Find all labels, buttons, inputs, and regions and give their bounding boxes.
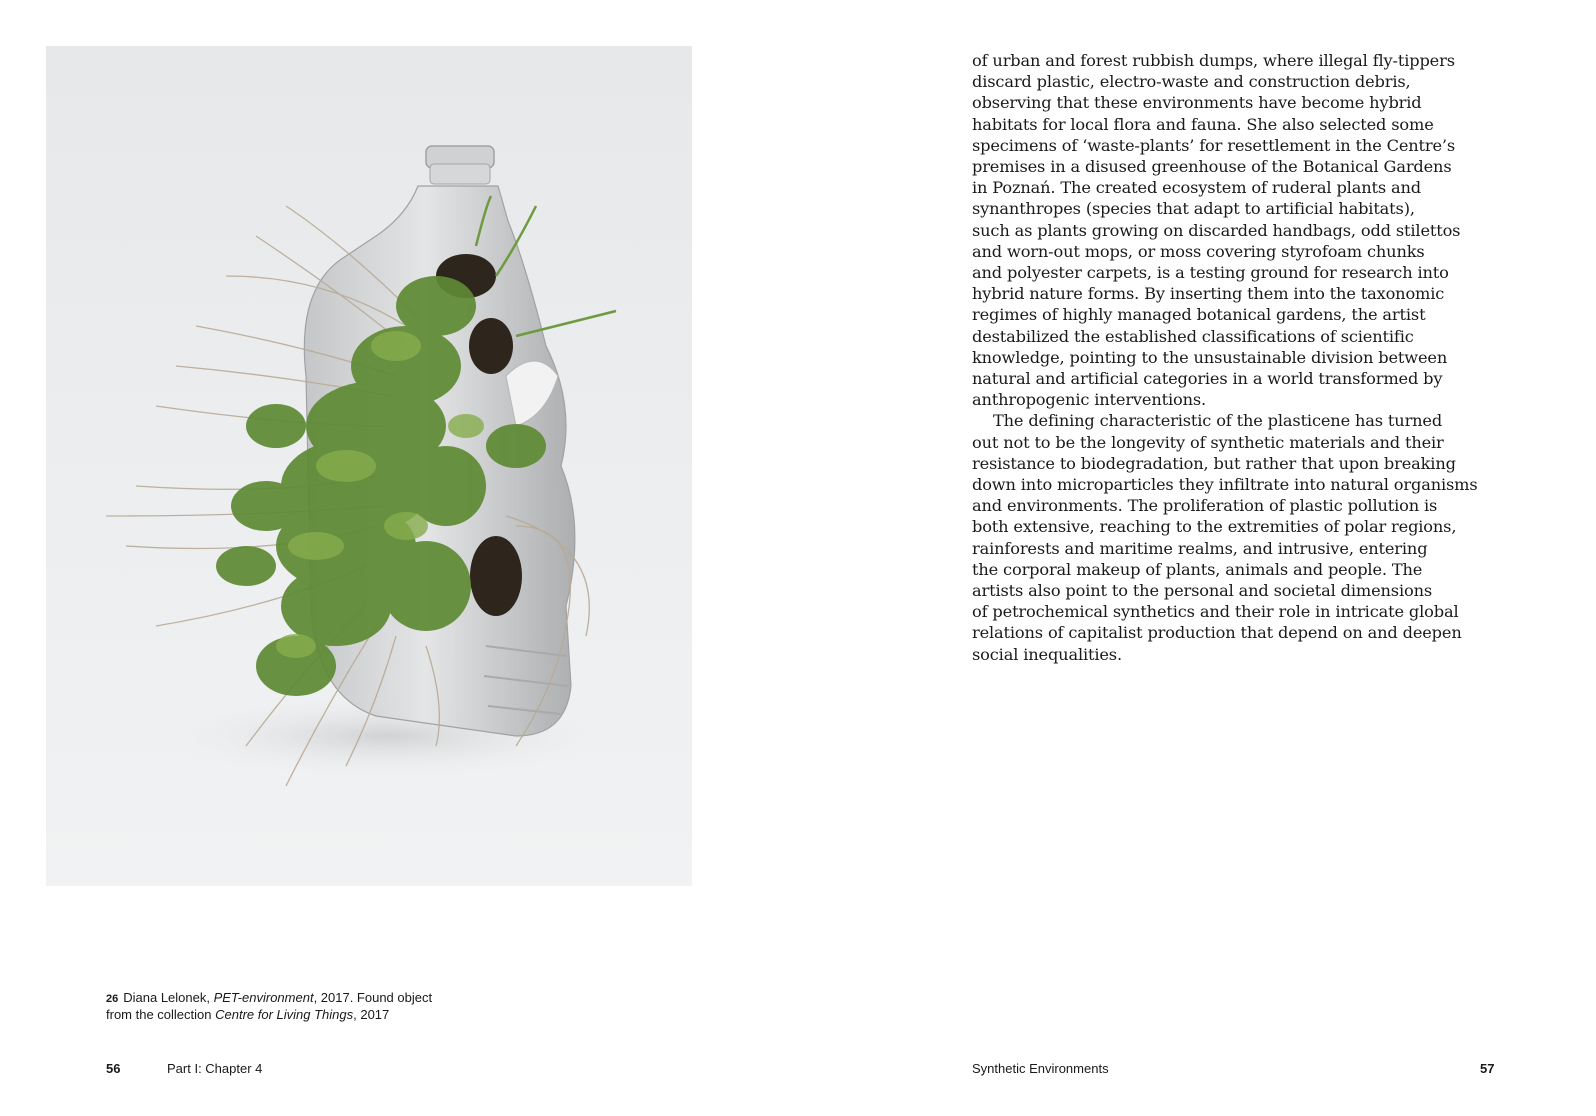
caption-text: from the collection	[106, 1007, 216, 1022]
body-line: specimens of ‘waste-plants’ for resettlement in the Centre’s	[972, 135, 1456, 155]
body-line: and worn-out mops, or moss covering styrofoam chunks	[972, 241, 1425, 261]
body-line: in Poznań. The created ecosystem of ruderal plants and	[972, 178, 1421, 198]
body-line: regimes of highly managed botanical gardens, the artist	[972, 305, 1426, 325]
body-line: natural and artificial categories in a world transformed by	[972, 369, 1443, 389]
body-line: knowledge, pointing to the unsustainable division between	[972, 347, 1448, 367]
body-line: habitats for local flora and fauna. She also selected some	[972, 114, 1434, 134]
plant-bottle-illustration	[46, 46, 692, 886]
body-line: of petrochemical synthetics and their role in intricate global	[972, 602, 1459, 622]
caption-line-1	[106, 990, 526, 1007]
body-line: rainforests and maritime realms, and intrusive, entering	[972, 538, 1428, 558]
body-line: the corporal makeup of plants, animals and people. The	[972, 559, 1423, 579]
caption-line-2	[106, 1007, 526, 1023]
body-line: social inequalities.	[972, 644, 1122, 664]
body-line: artists also point to the personal and societal dimensions	[972, 581, 1433, 601]
body-line: hybrid nature forms. By inserting them into the taxonomic	[972, 284, 1445, 304]
body-line: of urban and forest rubbish dumps, where illegal fly-tippers	[972, 51, 1455, 70]
figure-caption	[106, 990, 526, 1023]
artwork-photo	[46, 46, 692, 886]
collection-title: Centre for Living Things	[215, 1007, 354, 1022]
body-line: both extensive, reaching to the extremities of polar regions,	[972, 517, 1457, 537]
page-number-left: 56	[106, 1061, 121, 1076]
running-head-left: Part I: Chapter 4	[167, 1061, 263, 1076]
body-line: down into microparticles they infiltrate into natural organisms	[972, 475, 1478, 495]
caption-text: , 2017. Found object	[313, 990, 433, 1005]
right-page	[798, 0, 1596, 1116]
caption-text: , 2017	[353, 1007, 390, 1022]
figure-number: 26	[106, 993, 119, 1005]
body-line: relations of capitalist production that depend on and deepen	[972, 623, 1462, 643]
running-head-right: Synthetic Environments	[972, 1061, 1109, 1076]
artwork-title: PET-environment	[213, 990, 314, 1005]
body-text	[972, 50, 1512, 665]
body-line: The defining characteristic of the plasticene has turned	[993, 411, 1443, 431]
body-line: and polyester carpets, is a testing ground for research into	[972, 263, 1449, 283]
body-line: observing that these environments have become hybrid	[972, 93, 1422, 113]
body-line: out not to be the longevity of synthetic materials and their	[972, 432, 1444, 452]
page-number-right: 57	[1480, 1061, 1495, 1076]
caption-text: Diana Lelonek,	[123, 990, 214, 1005]
body-line: resistance to biodegradation, but rather that upon breaking	[972, 453, 1456, 473]
body-line: discard plastic, electro-waste and construction debris,	[972, 72, 1411, 92]
body-line: and environments. The proliferation of plastic pollution is	[972, 496, 1438, 516]
body-line: anthropogenic interventions.	[972, 390, 1207, 410]
body-line: synanthropes (species that adapt to artificial habitats),	[972, 199, 1415, 219]
body-line: destabilized the established classifications of scientific	[972, 326, 1414, 346]
body-line: premises in a disused greenhouse of the Botanical Gardens	[972, 157, 1452, 177]
body-line: such as plants growing on discarded handbags, odd stilettos	[972, 220, 1461, 240]
